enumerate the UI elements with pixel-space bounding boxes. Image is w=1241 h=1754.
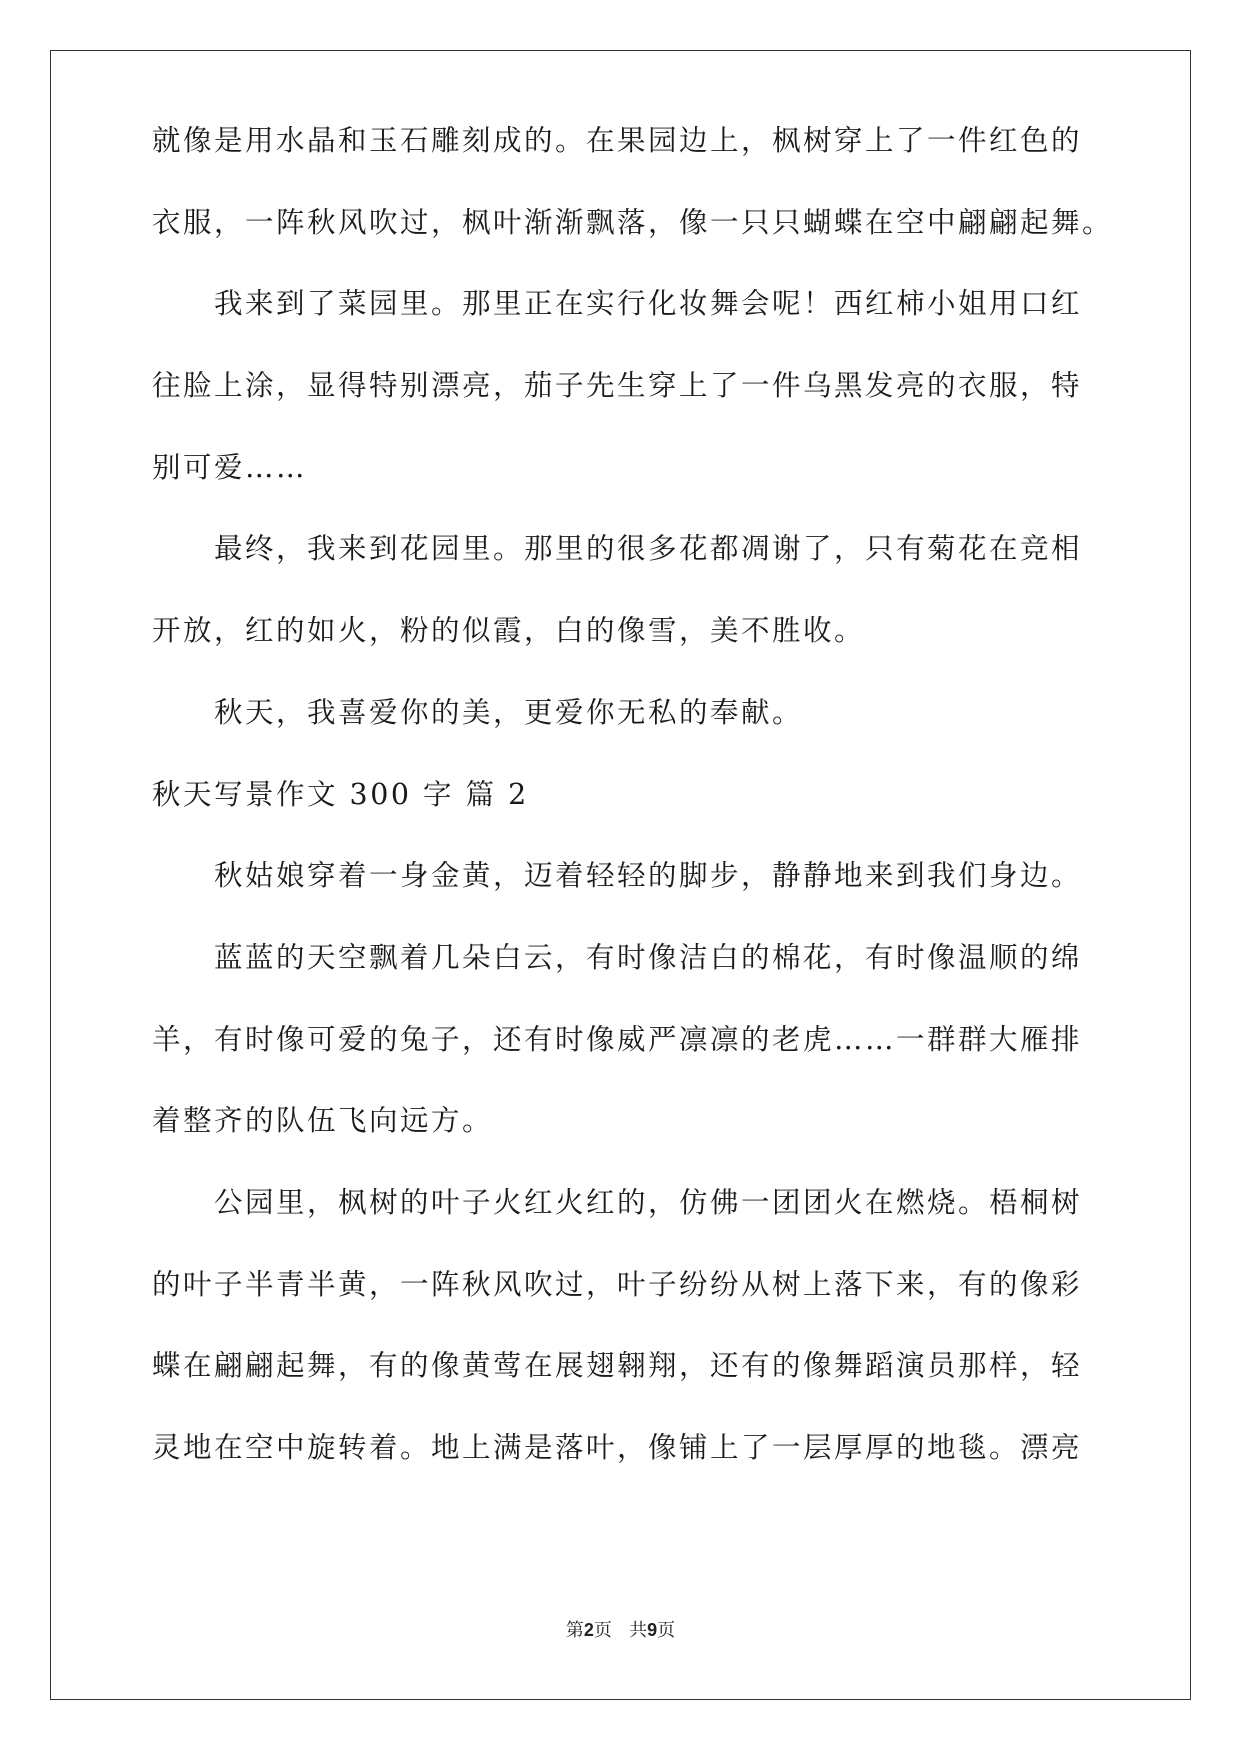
footer-total-suffix: 页: [657, 1620, 676, 1641]
text-line: 灵地在空中旋转着。地上满是落叶，像铺上了一层厚厚的地毯。漂亮: [152, 1431, 1083, 1464]
section-heading: 秋天写景作文 300 字 篇 2: [152, 777, 529, 811]
footer-total-prefix: 共: [629, 1620, 648, 1641]
text-line: 公园里，枫树的叶子火红火红的，仿佛一团团火在燃烧。梧桐树: [214, 1185, 1083, 1219]
text-line: 蝶在翩翩起舞，有的像黄莺在展翅翱翔，还有的像舞蹈演员那样，轻: [152, 1349, 1083, 1383]
text-line: 开放，红的如火，粉的似霞，白的像雪，美不胜收。: [152, 614, 866, 648]
text-line: 往脸上涂，显得特别漂亮，茄子先生穿上了一件乌黑发亮的衣服，特: [152, 369, 1083, 403]
text-line: 别可爱……: [152, 450, 308, 484]
text-line: 秋天，我喜爱你的美，更爱你无私的奉献。: [214, 695, 804, 729]
text-line: 衣服，一阵秋风吹过，枫叶渐渐飘落，像一只只蝴蝶在空中翩翩起舞。: [152, 205, 1114, 239]
text-line: 最终，我来到花园里。那里的很多花都凋谢了，只有菊花在竞相: [214, 532, 1083, 566]
text-line: 就像是用水晶和玉石雕刻成的。在果园边上，枫树穿上了一件红色的: [152, 124, 1083, 157]
text-line: 着整齐的队伍飞向远方。: [152, 1104, 494, 1138]
current-page-number: 2: [583, 1620, 594, 1640]
text-line: 蓝蓝的天空飘着几朵白云，有时像洁白的棉花，有时像温顺的绵: [214, 940, 1083, 974]
text-line: 的叶子半青半黄，一阵秋风吹过，叶子纷纷从树上落下来，有的像彩: [152, 1267, 1083, 1301]
page-footer: [0, 1616, 1241, 1642]
text-line: 羊，有时像可爱的兔子，还有时像威严凛凛的老虎……一群群大雁排: [152, 1022, 1083, 1056]
footer-prefix: 第: [565, 1620, 584, 1641]
text-line: 秋姑娘穿着一身金黄，迈着轻轻的脚步，静静地来到我们身边。: [214, 859, 1083, 893]
footer-page-suffix: 页: [593, 1620, 612, 1641]
total-pages-number: 9: [647, 1620, 658, 1640]
document-body: [152, 124, 1114, 1489]
text-line: 我来到了菜园里。那里正在实行化妆舞会呢！西红柿小姐用口红: [214, 287, 1083, 321]
